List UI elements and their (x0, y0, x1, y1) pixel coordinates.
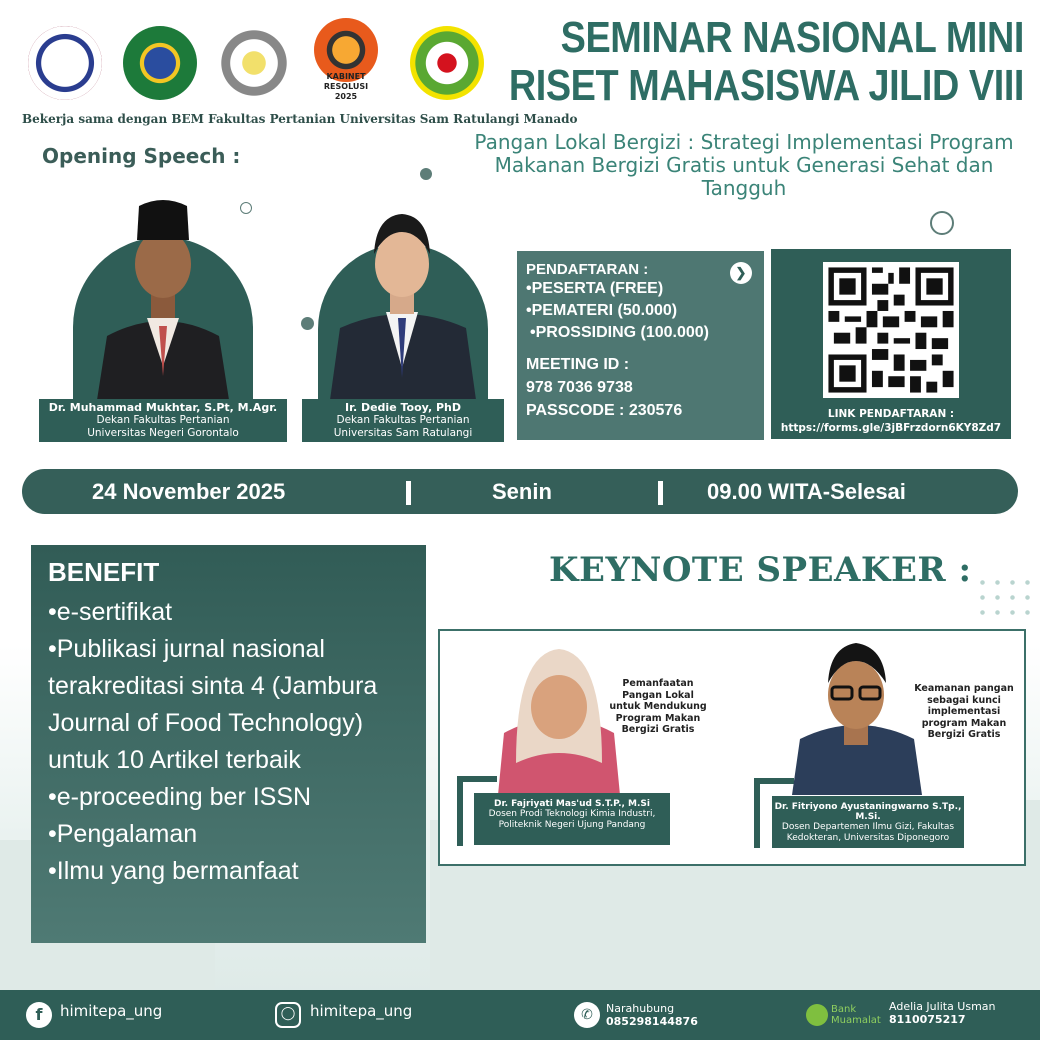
title-line-1: SEMINAR NASIONAL MINI (560, 13, 1024, 62)
passcode: PASSCODE : 230576 (526, 402, 683, 419)
phone-icon: ✆ (574, 1002, 600, 1028)
keynote-1-topic: Pemanfaatan Pangan Lokal untuk Mendukung Program Makan Bergizi Gratis (609, 678, 707, 735)
contact-block (606, 1002, 698, 1028)
registration-heading: PENDAFTARAN : (526, 261, 649, 278)
footer-bar (0, 990, 1040, 1040)
decor-dot-grid (975, 575, 1030, 615)
benefit-item: •e-sertifikat (48, 598, 173, 626)
keynote-2-role: Dosen Departemen Ilmu Gizi, Fakultas Kedokteran, Universitas Diponegoro (781, 822, 955, 843)
speaker-2-name: Ir. Dedie Tooy, PhD (345, 401, 461, 414)
meeting-id-label: MEETING ID : (526, 356, 630, 373)
event-time: 09.00 WITA-Selesai (707, 479, 906, 504)
registration-link-label: LINK PENDAFTARAN : (827, 408, 955, 420)
account-number: 8110075217 (889, 1013, 966, 1026)
benefit-item: •e-proceeding ber ISSN (48, 783, 312, 811)
keynote-2-name: Dr. Fitriyono Ayustaningwarno S.Tp., M.Si. (774, 802, 962, 822)
keynote-2-photo (792, 639, 922, 795)
decor-dot (420, 168, 432, 180)
benefit-item: •Ilmu yang bermanfaat (48, 857, 299, 885)
decor-dot (301, 317, 314, 330)
speaker-2-role-2: Universitas Sam Ratulangi (333, 427, 473, 439)
meeting-id-value: 978 7036 9738 (526, 379, 633, 396)
speaker-2-nameplate (302, 399, 504, 442)
registration-link[interactable]: https://forms.gle/3jBFrzdorn6KY8Zd7 (780, 422, 1002, 434)
keynote-panel (438, 629, 1026, 866)
benefit-panel (31, 545, 426, 943)
keynote-2-topic: Keamanan pangan sebagai kunci implementasi program Makan Bergizi Gratis (914, 683, 1014, 740)
registration-panel (517, 251, 764, 440)
ung-logo (28, 26, 102, 100)
himitepa-logo (217, 26, 291, 100)
bank-muamalat-logo (806, 1004, 828, 1026)
speaker-1-role-2: Universitas Negeri Gorontalo (87, 427, 239, 439)
facebook-icon[interactable]: f (26, 1002, 52, 1028)
benefit-item: •Pengalaman (48, 820, 198, 848)
kabinet-resolusi-text: KABINET RESOLUSI 2025 (323, 72, 369, 101)
divider (406, 481, 411, 505)
keynote-1-photo (498, 643, 620, 795)
qr-panel (771, 249, 1011, 439)
contact-phone[interactable]: 085298144876 (606, 1015, 698, 1028)
kabinet-resolusi-logo (314, 18, 378, 101)
speaker-2-role-1: Dekan Fakultas Pertanian (336, 414, 470, 426)
collaboration-text: Bekerja sama dengan BEM Fakultas Pertanian Universitas Sam Ratulangi Manado (22, 112, 578, 126)
speaker-1-name: Dr. Muhammad Mukhtar, S.Pt, M.Agr. (48, 401, 278, 414)
qr-code-icon (823, 262, 959, 398)
event-day: Senin (492, 479, 552, 504)
event-schedule-bar (22, 469, 1018, 514)
keynote-heading: KEYNOTE SPEAKER : (549, 550, 972, 590)
event-subtitle: Pangan Lokal Bergizi : Strategi Implementasi Program Makanan Bergizi Gratis untuk Generasi Sehat dan Tangguh (474, 130, 1014, 200)
opening-speech-label: Opening Speech : (42, 144, 241, 168)
event-date: 24 November 2025 (92, 479, 286, 504)
benefit-heading: BENEFIT (48, 557, 160, 587)
facebook-handle[interactable]: himitepa_ung (60, 1002, 163, 1020)
keynote-1-nameplate (474, 793, 670, 845)
account-name: Adelia Julita Usman (889, 1000, 996, 1013)
keynote-1-role: Dosen Prodi Teknologi Kimia Industri, Politeknik Negeri Ujung Pandang (488, 809, 656, 830)
speaker-1-photo (77, 196, 249, 400)
registration-qr-code[interactable] (823, 262, 959, 398)
bank-name: Bank Muamalat (831, 1004, 881, 1026)
registration-item-pemateri: •PEMATERI (50.000) (526, 302, 678, 319)
faperta-logo (123, 26, 197, 100)
title-line-2: RISET MAHASISWA JILID VIII (508, 61, 1024, 110)
unsrat-faperta-logo (410, 26, 484, 100)
divider (658, 481, 663, 505)
partner-logos (22, 16, 492, 116)
benefit-item: •Publikasi jurnal nasional terakreditasi sinta 4 (Jambura Journal of Food Technology) untuk 10 Artikel terbaik (48, 635, 378, 774)
registration-link-block (771, 407, 1011, 435)
keynote-2-nameplate (772, 796, 964, 848)
decor-ring (930, 211, 954, 235)
speaker-1-nameplate (39, 399, 287, 442)
registration-item-peserta: •PESERTA (FREE) (526, 280, 664, 297)
speaker-1-role-1: Dekan Fakultas Pertanian (96, 414, 230, 426)
keynote-1-name: Dr. Fajriyati Mas'ud S.T.P., M.Si (493, 799, 650, 809)
event-title (509, 14, 1024, 110)
contact-label: Narahubung (606, 1002, 675, 1015)
speaker-2-photo (318, 208, 488, 400)
chevron-right-icon: ❯ (730, 262, 752, 284)
instagram-icon[interactable]: ◯ (275, 1002, 301, 1028)
registration-item-prossiding: •PROSSIDING (100.000) (530, 324, 709, 341)
instagram-handle[interactable]: himitepa_ung (310, 1002, 413, 1020)
bank-account-block (889, 1000, 996, 1026)
